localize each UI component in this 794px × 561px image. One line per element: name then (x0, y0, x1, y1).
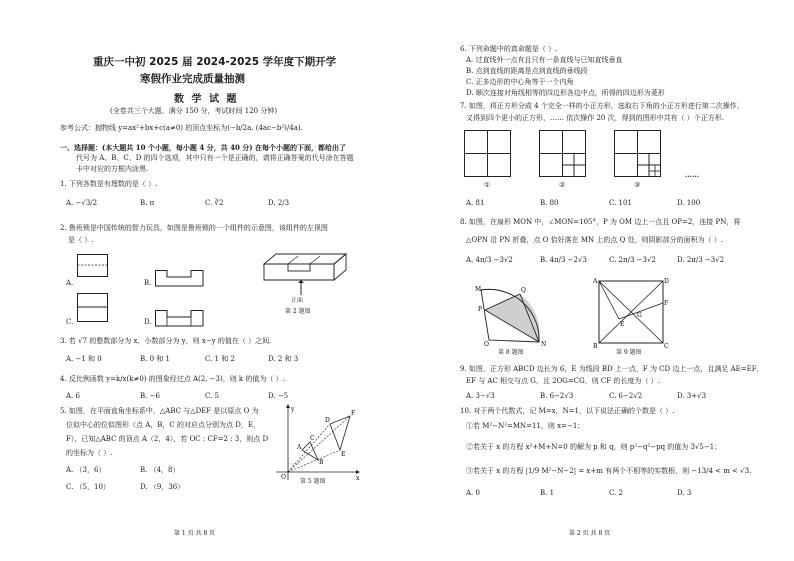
q5-label-c: C (310, 435, 315, 442)
q5-option-d: D. （9，36） (140, 483, 185, 491)
question-8-line1: 8. 如图，在扇形 MON 中，∠MON=105°，P 为 OM 边上一点且 OP=2，连接 PN，将 (460, 218, 741, 226)
q5-label-b: B (319, 459, 324, 466)
question-2-line2: 是（ ）. (68, 236, 94, 244)
q8-figure-caption: 第 8 题图 (498, 349, 524, 356)
q5-label-a: A (297, 444, 302, 451)
q7-option-a: A. 81 (466, 199, 485, 207)
question-2-line1: 2. 鲁班锁是中国传统的智力玩具，如图是鲁班锁的一个组件的示意图，该组件的左视图 (60, 224, 328, 232)
page-2 (397, 0, 794, 561)
q9-figure-caption: 第 9 题图 (616, 349, 642, 356)
q6-option-b: B. 点到直线的距离是点到直线的垂线段 (466, 67, 588, 75)
exam-title-line2: 寒假作业完成质量抽测 (140, 73, 245, 85)
q5-label-x: x (356, 475, 360, 482)
question-7-line1: 7. 如图，将正方形分成 4 个完全一样的小正方形，选取右下角的小正方形进行第二次操作， (460, 102, 744, 110)
q7-figure-3 (614, 130, 662, 178)
q9-label-d: D (664, 278, 669, 285)
q2-option-c: C. (66, 318, 74, 326)
q10-statement-2: ②若关于 x 的方程 x²+M+N=0 的解为 p 和 q，则 p²−q²−pq 的值为 3√5−1； (466, 443, 722, 451)
q2-option-a-figure (77, 254, 109, 278)
q2-option-a: A. (66, 279, 74, 287)
q7-option-c: C. 101 (609, 199, 632, 207)
q5-label-d: D (325, 417, 330, 424)
page-1-footer: 第 1 页 共 8 页 (174, 530, 216, 537)
q10-option-c: C. 2 (609, 489, 624, 497)
reference-formula: 参考公式：抛物线 y=ax²+bx+c(a≠0) 的顶点坐标为(−b/2a, (4ac−b²)/4a). (60, 124, 303, 132)
q9-label-g: G (637, 312, 642, 319)
q3-option-a: A. −1 和 0 (66, 355, 102, 363)
q2-front-arrow-icon (295, 280, 307, 298)
q7-label-1: ① (484, 181, 491, 189)
q6-option-d: D. 顺次连接对角线相等的四边形各边中点，所得的四边形为菱形 (466, 89, 665, 97)
q2-option-b: B. (144, 279, 152, 287)
question-4: 4. 反比例函数 y=k/x(k≠0) 的图象经过点 A(2, −3)，则 k 的值为（ ）. (60, 375, 285, 383)
q8-option-c: C. 2π/3 −3√2 (609, 256, 656, 264)
q8-option-a: A. 4π/3 −3√2 (466, 256, 513, 264)
q9-label-e: E (620, 321, 625, 328)
q1-option-c: C. ∛2 (205, 199, 224, 207)
exam-info: (全卷共三个大题，满分 150 分，考试时间 120 分钟) (110, 107, 278, 115)
q9-label-a: A (593, 278, 598, 285)
q3-option-b: B. 0 和 1 (140, 355, 170, 363)
q7-option-b: B. 80 (540, 199, 559, 207)
q9-label-f: F (664, 300, 669, 307)
q9-label-b: B (593, 343, 598, 350)
q10-statement-1: ①若 M²−N²=MN=11，则 x=−1； (466, 422, 585, 430)
question-5-line3: F），已知△ABC 的顶点 A（2，4），若 OC : CF=2 : 3，则点 D (66, 435, 269, 443)
q8-label-o: O (484, 341, 489, 348)
q9-option-a: A. 3−√3 (466, 392, 495, 400)
page-2-footer: 第 2 页 共 8 页 (569, 530, 611, 537)
question-3: 3. 若 √7 的整数部分为 x，小数部分为 y，则 x−y 的值在（ ）之间. (60, 337, 272, 345)
q2-option-b-figure (155, 270, 205, 288)
exam-subject: 数 学 试 题 (174, 94, 239, 105)
q7-figure-2 (539, 130, 587, 178)
q9-option-b: B. 6−2√3 (540, 392, 574, 400)
q5-label-y: y (291, 406, 295, 413)
q10-option-a: A. 0 (466, 489, 480, 497)
question-1: 1. 下列各数是有理数的是（ ）. (60, 180, 158, 188)
q8-label-n: N (541, 341, 547, 348)
q8-label-m: M (475, 286, 482, 293)
q5-option-a: A. （3，6） (66, 466, 106, 474)
q9-option-c: C. 6−2√2 (609, 392, 643, 400)
question-9-line1: 9. 如图，正方形 ABCD 边长为 6，E 为线段 BD 上一点，F 为 CD 边上一点，且满足 AE=EF， (460, 365, 764, 373)
q5-label-e: E (341, 451, 346, 458)
q10-option-b: B. 1 (540, 489, 555, 497)
question-9-line2: EF 与 AC 相交与点 G，且 2OG=CG，则 CF 的长度为（ ）. (466, 377, 660, 385)
exam-title-line1: 重庆一中初 2025 届 2024-2025 学年度下期开学 (93, 56, 337, 68)
q4-option-d: D. −5 (268, 392, 289, 400)
q8-option-d: D. 2π/3 −3√2 (677, 256, 725, 264)
q4-option-c: C. 5 (205, 392, 220, 400)
question-5-line4: 的坐标为（ ）. (66, 449, 113, 457)
question-7-line2: 又得到四个更小的正方形，…… 依次操作 20 次，得到的图形中共有（ ）个正方形. (466, 114, 725, 122)
q8-label-q: Q (521, 287, 526, 294)
q6-option-a: A. 过直线外一点有且只有一条直线与已知直线垂直 (466, 56, 623, 64)
q2-front-label: 正面 (291, 297, 304, 304)
q1-option-b: B. π (140, 199, 155, 207)
q5-coordinate-figure (270, 404, 362, 482)
q4-option-a: A. 6 (66, 392, 80, 400)
section1-instructions-2: 代号为 A、B、C、D 的四个选项，其中只有一个是正确的，请将正确答案的代号涂在答题 (76, 154, 354, 162)
q3-option-d: D. 2 和 3 (268, 355, 299, 363)
q3-option-c: C. 1 和 2 (205, 355, 235, 363)
section1-instructions-3: 卡中对应的方框内涂黑. (76, 165, 149, 173)
q9-label-c: C (664, 343, 669, 350)
question-5-line1: 5. 如图，在平面直角坐标系中，△ABC 与△DEF 是以原点 O 为 (60, 407, 259, 415)
question-8-line2: △OPN 沿 PN 折叠，点 O 恰好落在 MN 上的点 Q 处，则阴影部分的面积为（ ）. (466, 236, 724, 244)
q6-option-c: C. 正多边形的中心角等于一个内角 (466, 78, 574, 86)
q5-label-o: O (281, 474, 286, 481)
q7-option-d: D. 100 (677, 199, 701, 207)
q1-option-d: D. 2/3 (268, 199, 290, 207)
q7-label-3: ③ (634, 181, 641, 189)
q7-figure-1 (464, 130, 512, 178)
q5-figure-caption: 第 5 题图 (300, 478, 326, 485)
q10-statement-3: ③若关于 x 的方程 |1/9 M²−N−2| = x+m 有两个不相等的实数根，则 −13/4 < m < √3. (466, 467, 752, 475)
q8-sector-figure (475, 280, 553, 346)
q5-label-f: F (351, 410, 356, 417)
q7-label-2: ② (559, 181, 566, 189)
question-6: 6. 下列命题中的真命题是（ ）. (460, 45, 558, 53)
question-5-line2: 位似中心的位似图形（点 A，B，C 的对应点分别为点 D，E， (66, 421, 260, 429)
q9-square-figure (593, 277, 669, 349)
q2-option-d: D. (144, 318, 152, 326)
q5-option-c: C. （5，10） (66, 483, 110, 491)
question-10: 10. 对于两个代数式，记 M=x，N=1，以下说法正确的个数是（ ）. (460, 407, 675, 415)
q2-option-d-figure (155, 310, 205, 328)
q4-option-b: B. −6 (140, 392, 160, 400)
q1-option-a: A. −√3/2 (66, 199, 98, 207)
q5-option-b: B. （4，8） (140, 466, 180, 474)
q9-option-d: D. 3+√3 (677, 392, 707, 400)
q8-option-b: B. 4π/3 −2√3 (540, 256, 587, 264)
q10-option-d: D. 3 (677, 489, 692, 497)
section1-instructions-1: 一、选择题：(本大题共 10 个小题，每小题 4 分，共 40 分) 在每个小题的下面，都给出了 (60, 143, 347, 152)
q7-ellipsis: …… (685, 170, 699, 179)
q2-luban-lock-figure (262, 250, 352, 290)
q2-option-c-figure (77, 293, 109, 323)
q2-figure-caption: 第 2 题图 (285, 308, 311, 315)
q8-label-p: P (478, 306, 483, 313)
